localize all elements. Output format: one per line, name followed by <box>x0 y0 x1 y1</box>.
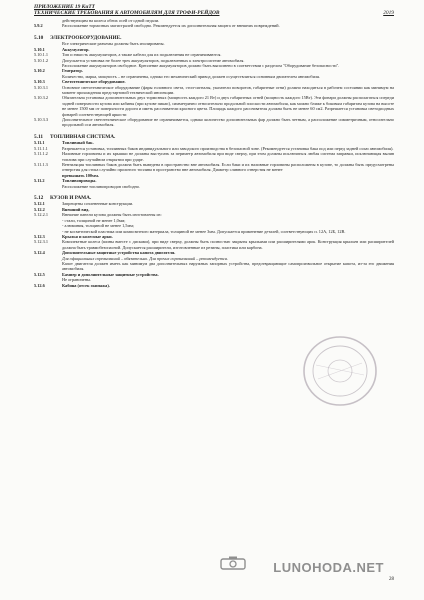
clause-text: Запрещены сочлененные конструкции. <box>62 201 134 207</box>
clause-text: Расположение тормозных магистралей свободно. Рекомендуется их дополнительная защита от внешних повреждений. <box>62 23 280 29</box>
subsection-title: Внешний вид. <box>62 206 90 212</box>
clause <box>34 212 394 217</box>
section-number: 5.10 <box>34 34 44 41</box>
clause-text: Дополнительное светотехническое оборудование не ограничивается, однако количество дополнительных фар должно быть четным, а расположение симметричным, относительно продольной оси автомобиля. <box>62 117 394 128</box>
section-title: ТОПЛИВНАЯ СИСТЕМА. <box>50 133 116 140</box>
subsection-title: Кабина (отсек экипажа). <box>62 282 110 288</box>
clause-number: 5.10.3.1 <box>34 84 48 90</box>
subsection-number: 5.12.4 <box>34 250 45 256</box>
header-title-row <box>34 10 394 16</box>
subsection-title: Аккумулятор. <box>62 46 90 52</box>
paragraph: Количество, марка, мощность – не ограничены, однако его механический привод должен осуществляться основным двигателем автомобиля. <box>62 73 321 79</box>
subsection-number: 5.10.3 <box>34 79 45 85</box>
clause-text: Обязательна установка дополнительных двух тормозных (мощность каждого 21 Вт) и двух габаритных огней (мощность каждого 15Вт). Эти фонари должны располагаться спереди задней поверхности кузова или кабины (при кузове пикап), симметрично относительно продольной плоскости автомобиля, как можно ближе к боковым габаритам кузова на высоте не менее 1500 мм от поверхности дороги и иметь рассеиватели красного цвета. Площадь каждого рассеивателя должна быть не менее 60 см2. Разрешается установка светодиодных фонарей соответствующей яркости <box>62 95 394 117</box>
paragraph: Расположение аккумуляторов свободное. Крепление аккумуляторов должно быть выполнено в соответствии с разделом "Оборудование безопасности". <box>62 62 340 68</box>
seal-stamp <box>300 333 380 409</box>
clause-number: 5.11.1.1 <box>34 145 48 151</box>
header-year: 2019 <box>383 10 394 16</box>
document-body <box>34 18 394 288</box>
header-title: ТЕХНИЧЕСКИЕ ТРЕБОВАНИЯ К АВТОМОБИЛЯМ ДЛЯ ТРОФИ-РЕЙДОВ <box>34 10 220 16</box>
header-appendix: ПРИЛОЖЕНИЕ 19 КиТТ <box>34 4 95 10</box>
paragraph: превышать 100мм. <box>62 172 99 178</box>
clause-text: Основное светотехническое оборудование (фары головного света, стоп-сигналы, указатели поворотов, габаритные огни) должно находиться в рабочем состоянии как минимум на момент прохождения предстартовой технической инспекции. <box>62 84 394 95</box>
camera-icon <box>220 556 246 570</box>
clause <box>34 95 394 117</box>
clause-number: 5.10.1.1 <box>34 52 48 58</box>
clause-number: 5.12.1 <box>34 201 45 207</box>
clause-number: 5.10.3.3 <box>34 117 48 122</box>
subsection-title: Генератор. <box>62 68 83 74</box>
clause <box>34 239 394 250</box>
list-item: - не косметической пластика или композитного материала, толщиной не менее 3мм. Допускается применение деталей, соответствующих п. 12А, 12Б, 12В. <box>62 228 346 234</box>
subsection-number: 5.10.1 <box>34 46 45 52</box>
section-number: 5.11 <box>34 133 43 140</box>
subsection-title: Дополнительные защитные устройства капота двигателя. <box>62 250 176 256</box>
clause <box>34 151 394 162</box>
subsection-number: 5.10.2 <box>34 68 45 74</box>
clause <box>34 85 394 96</box>
paragraph: Расположение топливопроводов свободно. <box>62 183 141 189</box>
clause-text: Допускается установка не более трех аккумуляторов, подключенных к электросистеме автомобиля. <box>62 57 245 63</box>
subsection-number: 5.12.2 <box>34 206 45 212</box>
clause-text: Вентиляция топливных баков должна быть выведена в пространство вне автомобиля. Если баки и их наливные горловины расположены в кузове, то должны быть предусмотрены отверстия для стока случайно пролитого топлива в пространство вне автомобиля. Диаметр сливного отверстия не менее <box>62 161 394 173</box>
clause-number: 5.9.2 <box>34 23 43 29</box>
section-title: ЭЛЕКТРООБОРУДОВАНИЕ. <box>50 34 122 41</box>
subsection-title: Бампер и дополнительные защитные устройства. <box>62 271 159 277</box>
paragraph-note: Для официальных соревнований – обязательно. Для прочих соревнований – рекомендуется. <box>62 255 228 261</box>
paragraph: Капот двигателя должен иметь как минимум два дополнительных наружных запорных устройства, предотвращающие самопроизвольное открытие капота, из-за его движения автомобиля. <box>62 260 394 272</box>
subsection-number: 5.12.6 <box>34 282 45 288</box>
paragraph: Все электрические разъемы должны быть изолированы. <box>62 41 165 47</box>
subsection-number: 5.12.3 <box>34 233 45 239</box>
clause-text: Тип и емкость аккумуляторов, а также кабели для их подключения не ограничиваются. <box>62 52 222 58</box>
clause <box>34 162 394 173</box>
clause-text: Разрешается установка, топливных баков индивидуального или заводского производства в безопасной зоне. (Рекомендуется установка бака под или перед задней осью автомобиля). <box>62 145 394 151</box>
subsection-number: 5.12.5 <box>34 271 45 277</box>
clause-text: Наливные горловины и их крышки не должны выступать за периметр автомобиля при виде сверху, при этом должны исключаться любая система заправки, исключающая вылив топлива при случайном открытии при ударе. <box>62 151 394 162</box>
subsection-title: Светотехническое оборудование. <box>62 79 126 85</box>
page-number: 28 <box>389 576 394 582</box>
clause-number: 5.10.3.2 <box>34 95 48 101</box>
clause-number: 5.11.1.2 <box>34 151 48 157</box>
clause-number: 5.10.1.2 <box>34 57 48 63</box>
clause-text: Комплектные колеса (шины вместе с дисками), при виде сверху, должны быть полностью закрыты крыльями или расширителями арок. Конструкция крыльев или расширителей должна быть травмобезопасной. Допускается расширители, изготовленные из резины, пластика или карбона. <box>62 239 394 250</box>
section-number: 5.12 <box>34 194 44 201</box>
page-header <box>34 4 394 16</box>
subsection-title: Топливопроводы. <box>62 178 97 184</box>
list-item: - алюминия, толщиной не менее 1,5мм; <box>62 223 135 229</box>
subsection-number: 5.11.1 <box>34 140 45 146</box>
subsection-heading <box>34 283 394 288</box>
clause-5-9-2 <box>34 23 394 28</box>
subsection-number: 5.11.2 <box>34 178 45 184</box>
paragraph: Не ограничены. <box>62 277 91 283</box>
clause-number: 5.11.1.3 <box>34 161 48 167</box>
clause <box>34 117 394 128</box>
section-title: КУЗОВ И РАМА. <box>50 194 92 201</box>
subsection-title: Крылья и колесные арки. <box>62 233 113 239</box>
subsection-title: Топливный бак. <box>62 140 94 146</box>
clause-text: Внешние панели кузова должны быть изготовлены из: <box>62 212 162 218</box>
clause-number: 5.12.2.1 <box>34 212 48 218</box>
list-item: - стали, толщиной не менее 1,0мм; <box>62 217 126 223</box>
continued-text: действующим на колеса обеих осей от одной педали. <box>62 18 160 23</box>
watermark: LUNOHODA.NET <box>273 559 384 575</box>
clause-number: 5.12.3.1 <box>34 239 48 245</box>
